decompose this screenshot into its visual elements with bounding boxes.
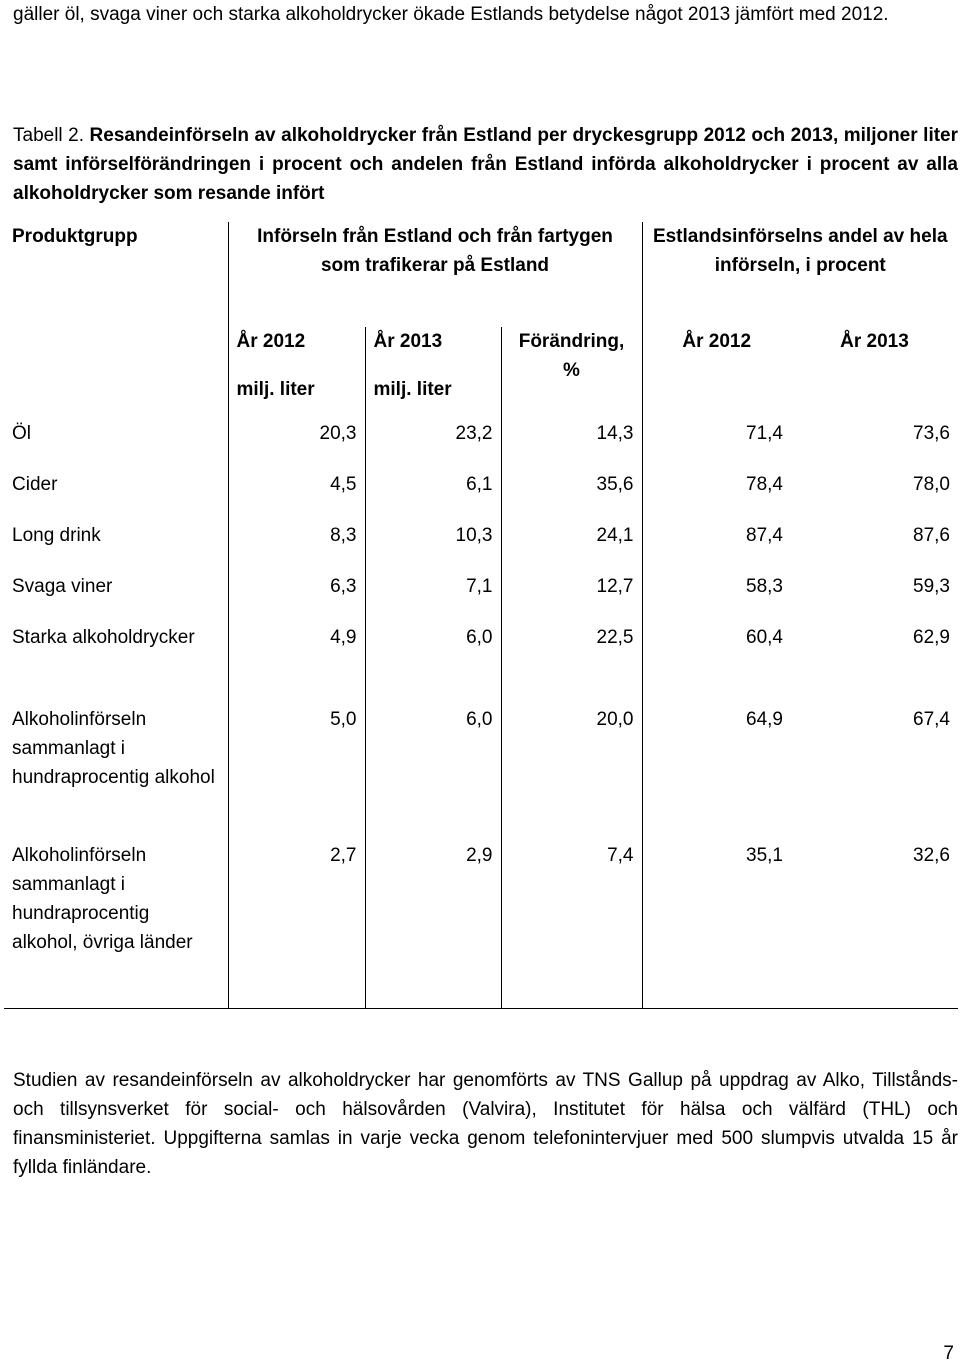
cell-share-2012: 78,4 xyxy=(746,474,783,495)
table-row xyxy=(4,623,958,705)
header-share-2013: År 2013 xyxy=(840,331,909,352)
cell-year-2012: 20,3 xyxy=(228,419,365,470)
cell-year-2012: 2,7 xyxy=(228,841,365,1009)
cell-product: Long drink xyxy=(4,521,228,572)
cell-year-2012: 5,0 xyxy=(228,705,365,841)
cell-change: 24,1 xyxy=(501,521,642,572)
cell-change: 14,3 xyxy=(501,419,642,470)
cell-year-2013: 6,0 xyxy=(365,705,501,841)
cell-product: Öl xyxy=(4,419,228,470)
cell-year-2012: 4,5 xyxy=(228,470,365,521)
cell-year-2012: 8,3 xyxy=(228,521,365,572)
header-empty-cell xyxy=(4,327,228,419)
cell-share-2012: 35,1 xyxy=(642,841,791,1009)
cell-share-2013: 32,6 xyxy=(791,841,958,1009)
cell-product: Starka alkoholdrycker xyxy=(4,623,228,705)
cell-change: 12,7 xyxy=(501,572,642,623)
header-share-group: Estlandsinförselns andel av hela införseln, i procent xyxy=(652,226,948,276)
cell-share-2013: 87,6 xyxy=(913,525,950,546)
header-year-2013-unit: milj. liter xyxy=(373,379,452,400)
header-product-group: Produktgrupp xyxy=(4,222,228,327)
cell-share-2012: 64,9 xyxy=(746,709,783,730)
cell-product: Alkoholinförseln sammanlagt i hundraprocentig alkohol xyxy=(4,705,228,841)
header-year-2013-label: År 2013 xyxy=(373,331,443,352)
cell-share-2013: 62,9 xyxy=(913,627,950,648)
table-row xyxy=(4,705,958,841)
cell-share-2013: 73,6 xyxy=(913,423,950,444)
cell-share-2012: 71,4 xyxy=(746,423,783,444)
table-row xyxy=(4,470,958,521)
cell-year-2012: 6,3 xyxy=(228,572,365,623)
table-row xyxy=(4,841,958,1009)
cell-year-2012: 4,9 xyxy=(228,623,365,705)
cell-share-2012: 60,4 xyxy=(746,627,783,648)
cell-share-2013: 59,3 xyxy=(913,576,950,597)
cell-share-2013: 78,0 xyxy=(913,474,950,495)
footer-paragraph: Studien av resandeinförseln av alkoholdrycker har genomförts av TNS Gallup på uppdrag av Alko, Tillstånds- och tillsynsverket för social- och hälsovården (Valvira), Institutet för hälsa och välfärd (THL) och finansministeriet. Uppgifterna samlas in varje vecka genom telefonintervjuer med 500 slumpvis utvalda 15 år fyllda finländare. xyxy=(13,1070,958,1178)
table-header-row-2 xyxy=(4,327,958,419)
import-table xyxy=(4,222,958,1009)
header-year-2013 xyxy=(365,327,501,419)
table-row xyxy=(4,419,958,470)
header-year-2012 xyxy=(228,327,365,419)
header-import-group: Införseln från Estland och från fartygen som trafikerar på Estland xyxy=(228,222,642,327)
cell-product: Alkoholinförseln sammanlagt i hundraprocentig alkohol, övriga länder xyxy=(4,841,228,1009)
page-number: 7 xyxy=(943,1343,954,1364)
table-row xyxy=(4,572,958,623)
cell-product: Svaga viner xyxy=(4,572,228,623)
header-year-2012-label: År 2012 xyxy=(236,331,306,352)
table-caption-label: Tabell 2. xyxy=(13,125,90,146)
cell-change: 20,0 xyxy=(501,705,642,841)
table-caption xyxy=(13,121,958,208)
header-change: Förändring, % xyxy=(501,327,642,419)
cell-year-2013: 10,3 xyxy=(365,521,501,572)
cell-share-2012: 87,4 xyxy=(746,525,783,546)
table-caption-text: Resandeinförseln av alkoholdrycker från Estland per dryckesgrupp 2012 och 2013, miljoner liter samt införselförändringen i procent och andelen från Estland införda alkoholdrycker i procent av alla alkoholdrycker som resande infört xyxy=(13,125,959,204)
intro-paragraph: gäller öl, svaga viner och starka alkoholdrycker ökade Estlands betydelse något 2013 jämfört med 2012. xyxy=(13,4,889,25)
header-year-2012-unit: milj. liter xyxy=(236,379,315,400)
cell-year-2013: 6,0 xyxy=(365,623,501,705)
header-share-2012: År 2012 xyxy=(682,331,752,352)
cell-year-2013: 6,1 xyxy=(365,470,501,521)
table-row xyxy=(4,521,958,572)
cell-product: Cider xyxy=(4,470,228,521)
cell-change: 22,5 xyxy=(501,623,642,705)
cell-year-2013: 7,1 xyxy=(365,572,501,623)
cell-share-2012: 58,3 xyxy=(746,576,783,597)
cell-share-2013: 67,4 xyxy=(913,709,950,730)
cell-year-2013: 2,9 xyxy=(365,841,501,1009)
cell-change: 35,6 xyxy=(501,470,642,521)
cell-change: 7,4 xyxy=(501,841,642,1009)
cell-year-2013: 23,2 xyxy=(365,419,501,470)
table-header-row-1 xyxy=(4,222,958,327)
